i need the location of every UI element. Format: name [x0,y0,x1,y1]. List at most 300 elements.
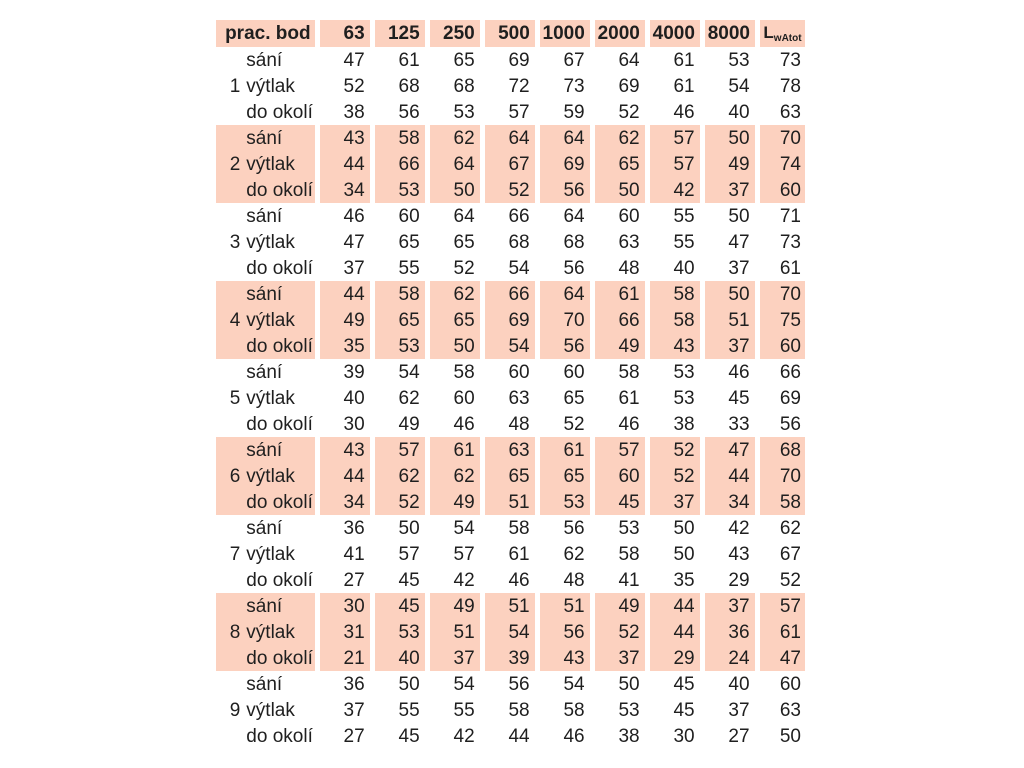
value-cell: 58 [508,517,530,539]
point-number-blank [216,333,243,359]
value-cell: 57 [650,125,700,151]
table-row [216,333,805,359]
value-cell: 40 [343,387,365,409]
value-cell: 58 [650,281,700,307]
value-cell: 69 [540,151,590,177]
value-cell: 49 [320,307,370,333]
total-cell: 63 [779,101,801,123]
header-frequency: 1000 [540,20,590,47]
value-cell: 53 [375,619,425,645]
value-cell: 42 [453,725,475,747]
mode-label: do okolí [246,413,313,435]
value-cell: 36 [705,619,755,645]
total-cell: 60 [760,333,805,359]
value-cell: 40 [673,257,695,279]
value-cell: 52 [375,489,425,515]
value-cell: 56 [398,101,420,123]
header-frequency: 125 [375,20,425,47]
header-frequency: 63 [320,20,370,47]
value-cell: 61 [673,75,695,97]
value-cell: 44 [650,593,700,619]
mode-label: výtlak [246,543,295,565]
value-cell: 63 [508,387,530,409]
total-cell: 60 [760,177,805,203]
total-cell: 73 [779,49,801,71]
total-cell: 63 [779,699,801,721]
value-cell: 69 [485,307,535,333]
table-row [216,723,805,749]
value-cell: 39 [485,645,535,671]
value-cell: 61 [595,281,645,307]
value-cell: 27 [343,569,365,591]
value-cell: 66 [508,205,530,227]
value-cell: 69 [508,49,530,71]
value-cell: 60 [618,205,640,227]
value-cell: 50 [618,673,640,695]
mode-label: výtlak [246,387,295,409]
value-cell: 53 [618,517,640,539]
total-cell: 66 [779,361,801,383]
value-cell: 67 [485,151,535,177]
value-cell: 73 [563,75,585,97]
value-cell: 51 [485,593,535,619]
value-cell: 50 [430,177,480,203]
mode-label: výtlak [246,231,295,253]
mode-label: výtlak [243,463,314,489]
point-number-blank [216,281,243,307]
value-cell: 33 [728,413,750,435]
value-cell: 50 [728,205,750,227]
value-cell: 45 [595,489,645,515]
value-cell: 68 [563,231,585,253]
value-cell: 56 [540,619,590,645]
total-cell: 68 [760,437,805,463]
mode-label: do okolí [246,725,313,747]
value-cell: 63 [485,437,535,463]
value-cell: 70 [540,307,590,333]
header-frequency: 4000 [650,20,700,47]
value-cell: 21 [320,645,370,671]
point-number-blank [216,203,243,229]
value-cell: 63 [618,231,640,253]
value-cell: 56 [508,673,530,695]
value-cell: 58 [375,281,425,307]
value-cell: 64 [430,151,480,177]
value-cell: 47 [343,231,365,253]
point-number: 1 [229,75,241,97]
mode-label: sání [243,125,314,151]
table-row [216,593,805,619]
value-cell: 61 [430,437,480,463]
value-cell: 27 [728,725,750,747]
table-row [216,697,805,723]
value-cell: 37 [343,257,365,279]
total-cell: 61 [779,257,801,279]
total-cell: 57 [760,593,805,619]
mode-label: výtlak [246,699,295,721]
total-symbol [763,24,801,44]
value-cell: 53 [673,387,695,409]
point-number: 7 [229,543,241,565]
value-cell: 65 [398,231,420,253]
value-cell: 35 [320,333,370,359]
value-cell: 50 [595,177,645,203]
value-cell: 45 [398,569,420,591]
value-cell: 60 [563,361,585,383]
value-cell: 45 [728,387,750,409]
value-cell: 29 [728,569,750,591]
value-cell: 30 [673,725,695,747]
value-cell: 42 [453,569,475,591]
table-row [216,47,805,73]
point-number-blank [216,645,243,671]
value-cell: 54 [563,673,585,695]
mode-label: do okolí [243,645,314,671]
table-row [216,385,805,411]
value-cell: 51 [540,593,590,619]
value-cell: 53 [375,333,425,359]
header-label: prac. bod [216,20,315,47]
value-cell: 30 [343,413,365,435]
value-cell: 54 [485,619,535,645]
header-frequency: 2000 [595,20,645,47]
mode-label: do okolí [243,177,314,203]
value-cell: 64 [540,125,590,151]
value-cell: 43 [540,645,590,671]
table-row [216,411,805,437]
value-cell: 37 [343,699,365,721]
total-cell: 67 [779,543,801,565]
point-number-blank [216,593,243,619]
value-cell: 50 [430,333,480,359]
mode-label: do okolí [243,489,314,515]
point-number: 8 [216,619,243,645]
value-cell: 43 [650,333,700,359]
value-cell: 52 [453,257,475,279]
value-cell: 57 [508,101,530,123]
value-cell: 49 [398,413,420,435]
value-cell: 58 [650,307,700,333]
noise-table [216,20,805,749]
point-number: 9 [229,699,241,721]
table-row [216,619,805,645]
table-row [216,73,805,99]
value-cell: 47 [728,231,750,253]
value-cell: 48 [563,569,585,591]
value-cell: 50 [673,517,695,539]
value-cell: 64 [540,281,590,307]
mode-label: do okolí [246,101,313,123]
total-cell: 61 [760,619,805,645]
value-cell: 62 [430,281,480,307]
total-cell: 52 [779,569,801,591]
mode-label: do okolí [246,257,313,279]
value-cell: 64 [618,49,640,71]
value-cell: 53 [618,699,640,721]
mode-label: výtlak [243,619,314,645]
value-cell: 62 [398,387,420,409]
point-number-blank [216,255,243,281]
header-frequency: 8000 [705,20,755,47]
point-number-blank [216,671,243,697]
value-cell: 46 [728,361,750,383]
value-cell: 51 [430,619,480,645]
value-cell: 52 [650,463,700,489]
table-row [216,515,805,541]
value-cell: 46 [563,725,585,747]
value-cell: 56 [563,257,585,279]
value-cell: 57 [398,543,420,565]
value-cell: 55 [673,231,695,253]
value-cell: 64 [453,205,475,227]
value-cell: 34 [705,489,755,515]
value-cell: 41 [343,543,365,565]
header-frequency: 250 [430,20,480,47]
total-cell: 47 [760,645,805,671]
total-cell: 73 [779,231,801,253]
point-number-blank [216,515,243,541]
value-cell: 66 [375,151,425,177]
value-cell: 45 [398,725,420,747]
value-cell: 49 [595,333,645,359]
table-row [216,151,805,177]
value-cell: 57 [595,437,645,463]
value-cell: 51 [705,307,755,333]
table-row [216,229,805,255]
mode-label: sání [246,361,283,383]
value-cell: 65 [485,463,535,489]
value-cell: 50 [705,281,755,307]
value-cell: 62 [595,125,645,151]
point-number: 4 [216,307,243,333]
point-number-blank [216,411,243,437]
point-number: 5 [229,387,241,409]
value-cell: 37 [430,645,480,671]
value-cell: 38 [673,413,695,435]
value-cell: 59 [563,101,585,123]
point-number-blank [216,177,243,203]
header-frequency: 500 [485,20,535,47]
value-cell: 48 [618,257,640,279]
value-cell: 37 [728,699,750,721]
value-cell: 56 [540,333,590,359]
total-cell: 75 [760,307,805,333]
total-cell: 58 [760,489,805,515]
value-cell: 35 [673,569,695,591]
point-number-blank [216,723,243,749]
value-cell: 53 [453,101,475,123]
value-cell: 39 [343,361,365,383]
value-cell: 50 [398,517,420,539]
table-row [216,359,805,385]
value-cell: 29 [650,645,700,671]
value-cell: 42 [650,177,700,203]
mode-label: do okolí [246,569,313,591]
table-row [216,281,805,307]
value-cell: 58 [563,699,585,721]
value-cell: 41 [618,569,640,591]
value-cell: 60 [595,463,645,489]
value-cell: 36 [343,517,365,539]
value-cell: 40 [728,101,750,123]
value-cell: 43 [728,543,750,565]
value-cell: 49 [595,593,645,619]
mode-label: výtlak [243,307,314,333]
value-cell: 43 [320,437,370,463]
value-cell: 37 [728,257,750,279]
value-cell: 60 [398,205,420,227]
mode-label: do okolí [243,333,314,359]
value-cell: 62 [430,463,480,489]
value-cell: 58 [618,543,640,565]
value-cell: 68 [453,75,475,97]
header-total [760,20,805,47]
value-cell: 67 [563,49,585,71]
table-row [216,125,805,151]
value-cell: 47 [343,49,365,71]
value-cell: 60 [508,361,530,383]
table-row [216,437,805,463]
value-cell: 52 [618,101,640,123]
point-number-blank [216,47,243,73]
value-cell: 61 [673,49,695,71]
value-cell: 68 [398,75,420,97]
value-cell: 44 [320,463,370,489]
value-cell: 65 [540,463,590,489]
mode-label: sání [243,437,314,463]
value-cell: 55 [453,699,475,721]
value-cell: 46 [508,569,530,591]
point-number-blank [216,567,243,593]
value-cell: 40 [728,673,750,695]
point-number-blank [216,489,243,515]
value-cell: 53 [728,49,750,71]
table-row [216,255,805,281]
point-number: 6 [216,463,243,489]
value-cell: 51 [485,489,535,515]
value-cell: 46 [453,413,475,435]
value-cell: 57 [375,437,425,463]
value-cell: 37 [595,645,645,671]
table-row [216,541,805,567]
value-cell: 49 [705,151,755,177]
value-cell: 44 [320,151,370,177]
value-cell: 56 [563,517,585,539]
value-cell: 34 [320,177,370,203]
total-symbol-main: L [763,22,774,42]
total-cell: 74 [760,151,805,177]
value-cell: 46 [673,101,695,123]
value-cell: 65 [453,49,475,71]
value-cell: 54 [453,517,475,539]
value-cell: 47 [705,437,755,463]
value-cell: 44 [508,725,530,747]
value-cell: 54 [453,673,475,695]
value-cell: 52 [563,413,585,435]
value-cell: 52 [650,437,700,463]
total-cell: 50 [779,725,801,747]
total-cell: 69 [779,387,801,409]
value-cell: 61 [398,49,420,71]
total-cell: 70 [760,281,805,307]
table-row [216,99,805,125]
value-cell: 69 [618,75,640,97]
value-cell: 68 [508,231,530,253]
value-cell: 65 [453,231,475,253]
value-cell: 66 [595,307,645,333]
value-cell: 30 [320,593,370,619]
value-cell: 45 [375,593,425,619]
total-cell: 70 [760,125,805,151]
value-cell: 65 [595,151,645,177]
value-cell: 50 [673,543,695,565]
value-cell: 58 [508,699,530,721]
point-number-blank [216,359,243,385]
value-cell: 44 [705,463,755,489]
table-row [216,463,805,489]
value-cell: 64 [563,205,585,227]
value-cell: 40 [375,645,425,671]
value-cell: 50 [398,673,420,695]
point-number-blank [216,437,243,463]
value-cell: 54 [485,333,535,359]
value-cell: 54 [728,75,750,97]
total-cell: 62 [779,517,801,539]
value-cell: 43 [320,125,370,151]
value-cell: 24 [705,645,755,671]
value-cell: 60 [453,387,475,409]
mode-label: sání [246,205,283,227]
value-cell: 55 [398,699,420,721]
table-row [216,671,805,697]
value-cell: 52 [343,75,365,97]
value-cell: 65 [430,307,480,333]
table-row [216,489,805,515]
table-row [216,645,805,671]
value-cell: 72 [508,75,530,97]
table-row [216,177,805,203]
value-cell: 65 [375,307,425,333]
value-cell: 61 [618,387,640,409]
value-cell: 61 [508,543,530,565]
value-cell: 57 [453,543,475,565]
table-row [216,203,805,229]
value-cell: 37 [705,593,755,619]
value-cell: 55 [398,257,420,279]
table-row [216,567,805,593]
value-cell: 52 [485,177,535,203]
table-row [216,307,805,333]
mode-label: sání [243,593,314,619]
value-cell: 46 [618,413,640,435]
value-cell: 44 [650,619,700,645]
total-cell: 71 [779,205,801,227]
value-cell: 38 [618,725,640,747]
value-cell: 36 [343,673,365,695]
value-cell: 46 [343,205,365,227]
value-cell: 44 [320,281,370,307]
total-symbol-subscript: wAtot [773,32,802,44]
value-cell: 45 [673,699,695,721]
total-cell: 78 [779,75,801,97]
value-cell: 38 [343,101,365,123]
point-number: 2 [216,151,243,177]
table-body [216,47,805,749]
value-cell: 57 [650,151,700,177]
value-cell: 56 [540,177,590,203]
point-number: 3 [229,231,241,253]
value-cell: 64 [485,125,535,151]
